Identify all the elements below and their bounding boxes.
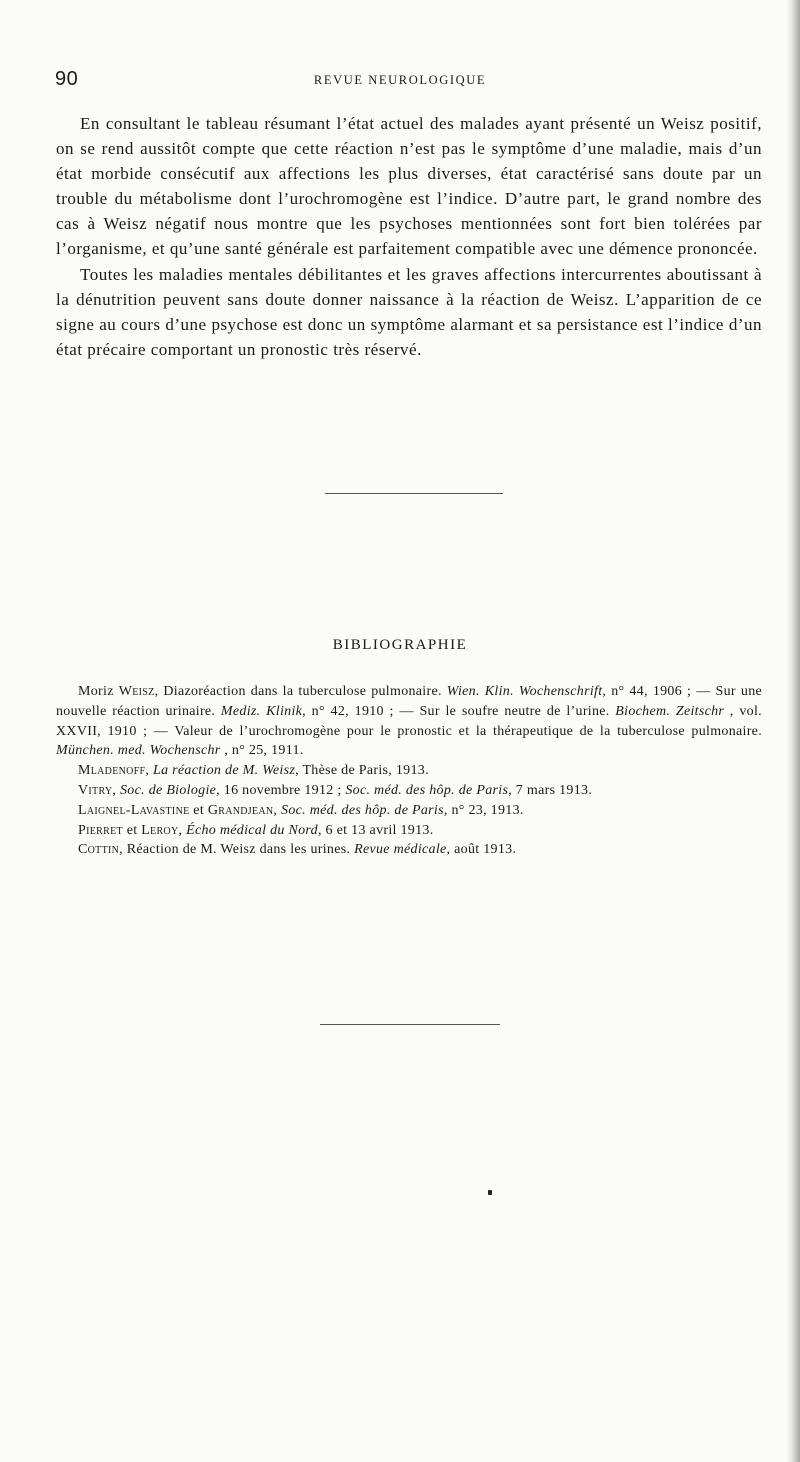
entry-text: et xyxy=(122,822,142,838)
bibliography-entry xyxy=(56,840,762,860)
entry-text: , 6 et 13 avril 1913. xyxy=(317,822,434,838)
entry-text: , n° 23, 1913. xyxy=(443,802,524,818)
paragraph: En consultant le tableau résumant l’état actuel des malades ayant présenté un Weisz positif, on se rend aussitôt compte que cette réaction n’est pas le symptôme d’une maladie, mais d’un état morbide consécutif aux affections les plus diverses, état caractérisé sans doute par un trouble du métabolisme dont l’urochromogène est l’indice. D’autre part, le grand nombre des cas à Weisz négatif nous montre que les psychoses mentionnées sont fort bien tolérées par l’organisme, et qu’une santé générale est parfaitement compatible avec une démence prononcée. xyxy=(56,114,762,259)
journal-title: München. med. Wochenschr xyxy=(56,743,221,759)
journal-title: Soc. de Biologie xyxy=(120,782,217,798)
journal-title: Revue médicale xyxy=(354,842,447,858)
journal-title: Mediz. Klinik xyxy=(220,703,303,719)
journal-title: Wien. Klin. Wochenschrift xyxy=(446,684,603,699)
entry-text: , n° 44, 1906 ; — Sur une nouvelle réaction urinaire. xyxy=(56,684,763,719)
entry-text: , Réaction de M. Weisz dans les urines. xyxy=(119,842,355,858)
entry-text: , xyxy=(145,763,153,779)
journal-title: Soc. méd. des hôp. de Paris xyxy=(281,802,444,818)
entry-text: , Thèse de Paris, 1913. xyxy=(295,763,429,779)
entry-text: , 16 novembre 1912 ; xyxy=(216,782,346,798)
journal-title: Biochem. Zeitschr xyxy=(615,703,725,719)
entry-text: , 7 mars 1913. xyxy=(508,782,593,798)
author-name: Pierret xyxy=(78,822,123,838)
entry-text: , n° 42, 1910 ; — Sur le soufre neutre de l’urine. xyxy=(302,703,616,719)
work-title: La réaction de M. Weisz xyxy=(152,763,296,779)
author-name: Grandjean xyxy=(207,802,274,818)
author-name: Mladenoff xyxy=(78,763,146,779)
page-edge-shadow xyxy=(786,0,800,1462)
paragraph: Toutes les maladies mentales débilitantes et les graves affections intercurrentes aboutissant à la dénutrition peuvent sans doute donner naissance à la réaction de Weisz. L’apparition de ce signe au cours d’une psychose est donc un symptôme alarmant et sa persistance est l’indice d’un état précaire comportant un pronostic très réservé. xyxy=(56,264,762,359)
entry-text: et xyxy=(189,802,208,818)
running-head: REVUE NEUROLOGIQUE xyxy=(313,73,487,87)
author-name: Vitry xyxy=(78,782,113,798)
bibliography-entry xyxy=(56,821,762,841)
entry-text: , août 1913. xyxy=(446,842,517,858)
entry-text: , xyxy=(273,802,282,818)
author-name: Leroy xyxy=(141,822,179,838)
entry-text: , Diazoréaction dans la tuberculose pulmonaire. xyxy=(154,684,447,699)
author-name: Weisz xyxy=(118,684,155,699)
bibliography-list xyxy=(56,682,762,860)
main-text xyxy=(56,111,762,362)
author-name: Laignel-Lavastine xyxy=(78,802,190,818)
bibliography-entry xyxy=(56,761,762,781)
section-divider xyxy=(325,493,503,494)
section-divider xyxy=(320,1024,500,1025)
entry-text: , vol. XXVII, 1910 ; — Valeur de l’urochromogène pour le pronostic et la thérapeutique de la tuberculose pulmonaire. xyxy=(56,703,762,739)
bibliography-entry xyxy=(56,801,762,821)
entry-text: , xyxy=(112,782,120,798)
page-number: 90 xyxy=(55,68,79,90)
journal-title: Écho médical du Nord xyxy=(186,822,318,838)
bibliography-entry xyxy=(56,682,762,761)
ink-speck xyxy=(488,1190,492,1195)
bibliography-entry xyxy=(56,781,762,801)
entry-text: , n° 25, 1911. xyxy=(220,743,304,759)
author-first-name: Moriz xyxy=(78,684,119,699)
journal-title: Soc. méd. des hôp. de Paris xyxy=(345,782,509,798)
entry-text: , xyxy=(178,822,187,838)
author-name: Cottin xyxy=(78,842,120,858)
bibliography-heading: BIBLIOGRAPHIE xyxy=(332,637,468,653)
